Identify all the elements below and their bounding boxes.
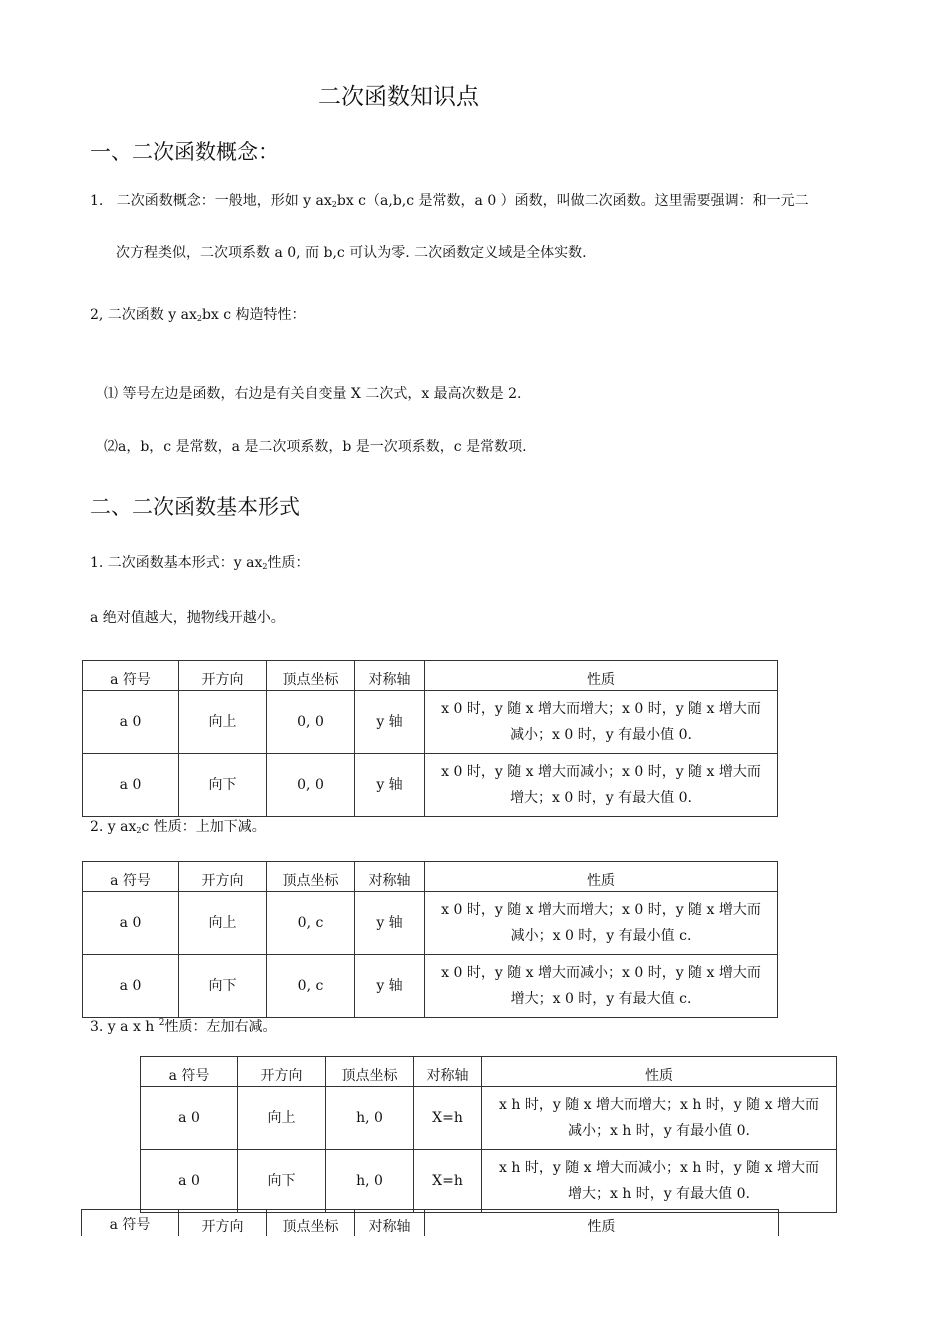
property-line: x 0 时，y 随 x 增大而减小；x 0 时，y 随 x 增大而 (441, 764, 761, 780)
basic-form-1 (90, 552, 310, 572)
properties-table-2 (82, 861, 778, 1018)
concept-text: 二次函数概念：一般地，形如 y ax (116, 193, 332, 209)
header-property: 性质 (425, 1210, 779, 1237)
abs-a-note: a 绝对值越大，抛物线开越小。 (90, 610, 285, 626)
structure-item-2 (90, 304, 306, 324)
property-line: x 0 时，y 随 x 增大而增大；x 0 时，y 随 x 增大而 (441, 701, 761, 717)
table-header-row (83, 862, 778, 892)
header-property: 性质 (482, 1057, 837, 1087)
structure-point-2: ⑵a，b，c 是常数，a 是二次项系数，b 是一次项系数，c 是常数项. (104, 439, 527, 455)
cell-vertex: 0, c (267, 892, 355, 955)
cell-vertex: h, 0 (326, 1087, 414, 1150)
document-title: 二次函数知识点 (318, 84, 479, 110)
header-a-sign: a 符号 (83, 862, 179, 892)
cell-vertex: 0, 0 (267, 754, 355, 817)
exponent: 2 (331, 200, 337, 209)
header-direction: 开方向 (179, 1210, 267, 1237)
form-text: 2. y ax (90, 819, 137, 835)
exponent: 2 (196, 314, 202, 323)
property-line: x 0 时，y 随 x 增大而增大；x 0 时，y 随 x 增大而 (441, 902, 761, 918)
cell-direction: 向下 (179, 754, 267, 817)
structure-point-1: ⑴ 等号左边是函数，右边是有关自变量 X 二次式，x 最高次数是 2. (104, 386, 522, 402)
table-row (83, 892, 778, 955)
header-direction: 开方向 (179, 862, 267, 892)
property-line: 增大；x 0 时，y 有最大值 c. (510, 991, 692, 1007)
properties-table-4 (81, 1209, 779, 1236)
cell-vertex: h, 0 (326, 1150, 414, 1213)
cell-axis: X=h (414, 1087, 482, 1150)
property-line: 减小；x h 时，y 有最小值 0. (568, 1123, 750, 1139)
cell-property (425, 892, 778, 955)
structure-text: bx c 构造特性： (201, 307, 306, 323)
properties-table-3 (140, 1056, 837, 1213)
table-row (141, 1150, 837, 1213)
cell-direction: 向下 (179, 955, 267, 1018)
header-property: 性质 (425, 862, 778, 892)
header-direction: 开方向 (179, 661, 267, 691)
cell-a-sign: a 0 (141, 1150, 238, 1213)
section-heading-concept: 一、二次函数概念： (90, 140, 279, 164)
basic-form-2 (90, 816, 266, 836)
header-a-sign: a 符号 (141, 1057, 238, 1087)
property-line: x h 时，y 随 x 增大而增大；x h 时，y 随 x 增大而 (499, 1097, 819, 1113)
property-line: x h 时，y 随 x 增大而减小；x h 时，y 随 x 增大而 (499, 1160, 819, 1176)
cell-vertex: 0, c (267, 955, 355, 1018)
header-vertex: 顶点坐标 (326, 1057, 414, 1087)
form-text: 1. 二次函数基本形式：y ax (90, 555, 263, 571)
table-row (83, 754, 778, 817)
header-property: 性质 (425, 661, 778, 691)
cell-axis: y 轴 (355, 691, 425, 754)
cell-axis: y 轴 (355, 892, 425, 955)
exponent: 2 (136, 826, 142, 835)
form-text: 性质：左加右减。 (164, 1019, 277, 1035)
cell-property (425, 955, 778, 1018)
form-text: c 性质：上加下减。 (141, 819, 266, 835)
cell-property (425, 754, 778, 817)
property-line: x 0 时，y 随 x 增大而减小；x 0 时，y 随 x 增大而 (441, 965, 761, 981)
header-vertex: 顶点坐标 (267, 661, 355, 691)
table-header-row (82, 1210, 779, 1237)
header-direction: 开方向 (238, 1057, 326, 1087)
cell-axis: X=h (414, 1150, 482, 1213)
property-line: 增大；x 0 时，y 有最大值 0. (510, 790, 692, 806)
concept-text: bx c（a,b,c 是常数，a 0 ）函数，叫做二次函数。这里需要强调：和一元二 (336, 193, 809, 209)
section-heading-basic-forms: 二、二次函数基本形式 (90, 495, 300, 519)
item-number: 1. (90, 193, 104, 209)
table-row (83, 955, 778, 1018)
cell-axis: y 轴 (355, 754, 425, 817)
cell-property (482, 1150, 837, 1213)
properties-table-1 (82, 660, 778, 817)
form-text: 3. y a x h (90, 1019, 159, 1035)
cell-property (425, 691, 778, 754)
cell-direction: 向上 (238, 1087, 326, 1150)
form-text: 性质： (267, 555, 310, 571)
header-axis: 对称轴 (414, 1057, 482, 1087)
exponent: 2 (262, 562, 268, 571)
cell-direction: 向下 (238, 1150, 326, 1213)
cell-axis: y 轴 (355, 955, 425, 1018)
property-line: 减小；x 0 时，y 有最小值 c. (510, 928, 692, 944)
header-a-sign: a 符号 (83, 661, 179, 691)
table-row (141, 1087, 837, 1150)
header-axis: 对称轴 (355, 661, 425, 691)
cell-property (482, 1087, 837, 1150)
cell-a-sign: a 0 (83, 754, 179, 817)
cell-direction: 向上 (179, 691, 267, 754)
table-header-row (83, 661, 778, 691)
header-axis: 对称轴 (355, 862, 425, 892)
table-4-clip (80, 1209, 780, 1236)
cell-a-sign: a 0 (83, 955, 179, 1018)
cell-direction: 向上 (179, 892, 267, 955)
property-line: 减小；x 0 时，y 有最小值 0. (510, 727, 692, 743)
cell-a-sign: a 0 (141, 1087, 238, 1150)
cell-a-sign: a 0 (83, 691, 179, 754)
cell-a-sign: a 0 (83, 892, 179, 955)
property-line: 增大；x h 时，y 有最大值 0. (568, 1186, 750, 1202)
concept-item-1-line-2: 次方程类似，二次项系数 a 0, 而 b,c 可认为零. 二次函数定义域是全体实数. (116, 245, 587, 261)
basic-form-3 (90, 1016, 277, 1036)
concept-item-1-line-1 (90, 190, 809, 210)
cell-vertex: 0, 0 (267, 691, 355, 754)
header-a-sign: a 符号 (82, 1210, 179, 1237)
table-header-row (141, 1057, 837, 1087)
header-axis: 对称轴 (355, 1210, 425, 1237)
table-row (83, 691, 778, 754)
header-vertex: 顶点坐标 (267, 862, 355, 892)
header-vertex: 顶点坐标 (267, 1210, 355, 1237)
exponent: 2 (158, 1018, 165, 1028)
structure-text: 2, 二次函数 y ax (90, 307, 197, 323)
